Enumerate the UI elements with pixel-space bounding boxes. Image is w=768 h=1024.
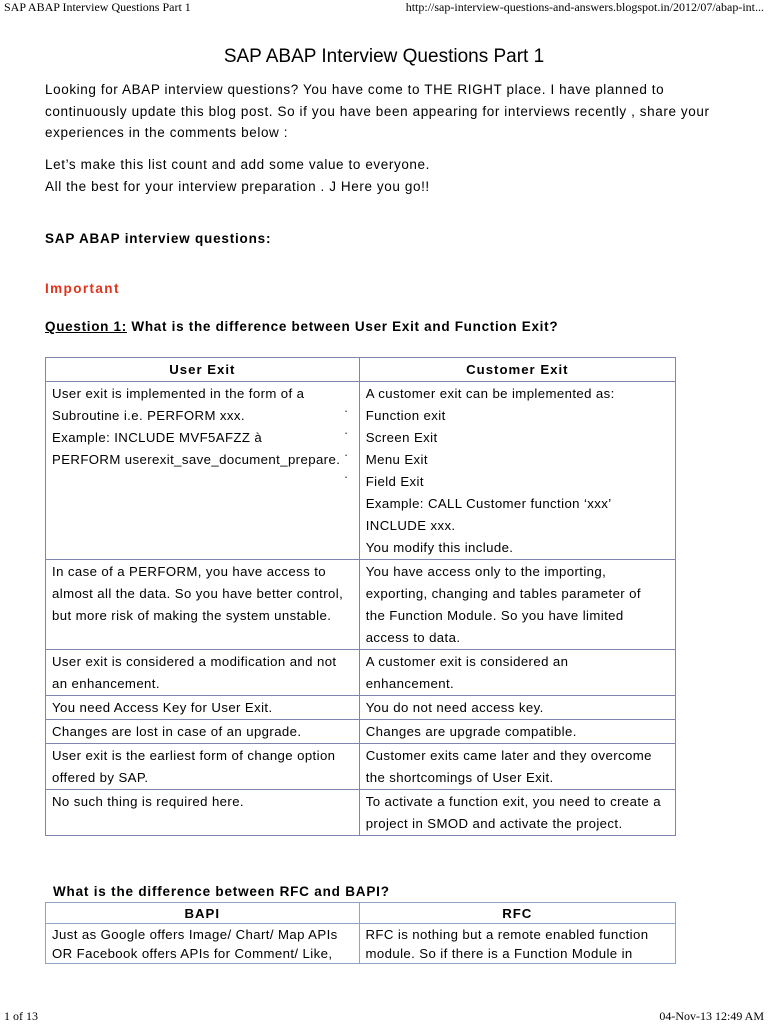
page-header [4, 0, 764, 15]
cell-line: offered by SAP. [52, 770, 149, 785]
intro-paragraph-1 [45, 79, 725, 144]
question-1 [45, 319, 558, 334]
cell-line: User exit is considered a modification and not [52, 654, 337, 669]
cell-line: User exit is implemented in the form of a [52, 386, 305, 401]
cell-line: Example: INCLUDE MVF5AFZZ à [52, 430, 263, 445]
table-cell [359, 790, 675, 836]
bullet-dot: · [343, 425, 349, 440]
cell-line: Subroutine i.e. PERFORM xxx. [52, 408, 245, 423]
table-row [46, 720, 676, 744]
page-number: 1 of 13 [4, 1009, 38, 1023]
table-cell [359, 924, 676, 964]
cell-line: enhancement. [365, 676, 455, 691]
cell-line: OR Facebook offers APIs for Comment/ Like, [52, 946, 333, 961]
header-url[interactable]: http://sap-interview-questions-and-answers.blogspot.in/2012/07/abap-int... [405, 0, 764, 14]
cell-line: User exit is the earliest form of change option [52, 748, 336, 763]
table-cell [46, 650, 360, 696]
table-cell: No such thing is required here. [46, 790, 360, 836]
cell-line: Customer exits came later and they overcome [365, 748, 652, 763]
table-cell [359, 560, 675, 650]
intro-line: continuously update this blog post. So if you have been appearing for interviews recently , share your [45, 103, 710, 119]
table-cell [46, 744, 360, 790]
table-row [46, 924, 676, 964]
table-cell [359, 382, 675, 560]
column-header-user-exit: User Exit [46, 358, 360, 382]
cell-line: Function exit [365, 408, 446, 423]
cell-line: You have access only to the importing, [365, 564, 607, 579]
cell-line: To activate a function exit, you need to create a [365, 794, 661, 809]
important-label: Important [45, 281, 120, 296]
table-row [46, 560, 676, 650]
column-header-customer-exit: Customer Exit [359, 358, 675, 382]
cell-line: but more risk of making the system unstable. [52, 608, 332, 623]
column-header-rfc: RFC [359, 903, 676, 924]
table-cell [46, 924, 360, 964]
table-header-row [46, 358, 676, 382]
bullet-dots [344, 400, 349, 488]
intro-line: Let’s make this list count and add some value to everyone. [45, 157, 431, 172]
cell-line: Field Exit [365, 474, 424, 489]
cell-line: project in SMOD and activate the project. [365, 816, 623, 831]
cell-line: You modify this include. [365, 540, 514, 555]
intro-paragraph-2 [45, 154, 725, 197]
cell-line: In case of a PERFORM, you have access to [52, 564, 326, 579]
table-row [46, 382, 676, 560]
intro-line: Looking for ABAP interview questions? You have come to THE RIGHT place. I have planned to [45, 82, 665, 97]
cell-line: Just as Google offers Image/ Chart/ Map APIs [52, 927, 338, 942]
cell-line: PERFORM userexit_save_document_prepare. [52, 452, 341, 467]
table-cell [46, 382, 360, 560]
table-cell: Changes are upgrade compatible. [359, 720, 675, 744]
table-row [46, 696, 676, 720]
bullet-dot: · [343, 469, 349, 484]
cell-line: an enhancement. [52, 676, 160, 691]
question-1-label: Question 1: [45, 319, 127, 334]
cell-line: A customer exit is considered an [365, 654, 569, 669]
question-2: What is the difference between RFC and BAPI? [53, 884, 390, 899]
table-cell: You do not need access key. [359, 696, 675, 720]
question-1-text: What is the difference between User Exit and Function Exit? [126, 319, 559, 334]
cell-line: Example: CALL Customer function ‘xxx’ [365, 496, 612, 511]
table-row [46, 650, 676, 696]
page-footer [4, 1009, 764, 1024]
column-header-bapi: BAPI [46, 903, 360, 924]
section-heading: SAP ABAP interview questions: [45, 231, 272, 246]
table-header-row [46, 903, 676, 924]
table-cell [359, 744, 675, 790]
cell-line: A customer exit can be implemented as: [365, 386, 615, 401]
table-row [46, 790, 676, 836]
page-title: SAP ABAP Interview Questions Part 1 [223, 46, 545, 67]
cell-line: RFC is nothing but a remote enabled function [365, 927, 649, 942]
intro-line: experiences in the comments below : [45, 125, 289, 140]
table-cell: You need Access Key for User Exit. [46, 696, 360, 720]
table-cell [359, 650, 675, 696]
cell-line: almost all the data. So you have better control, [52, 586, 344, 601]
print-timestamp: 04-Nov-13 12:49 AM [659, 1009, 764, 1023]
cell-line: Menu Exit [365, 452, 428, 467]
cell-line: exporting, changing and tables parameter of [365, 586, 641, 601]
cell-line: module. So if there is a Function Module in [365, 946, 633, 961]
cell-line: Screen Exit [365, 430, 438, 445]
header-title: SAP ABAP Interview Questions Part 1 [4, 0, 191, 14]
user-exit-vs-customer-exit-table [45, 357, 676, 836]
cell-line: access to data. [365, 630, 461, 645]
bullet-dot: · [343, 447, 349, 462]
intro-line: All the best for your interview preparation . J Here you go!! [45, 178, 430, 194]
table-cell: Changes are lost in case of an upgrade. [46, 720, 360, 744]
bullet-dot: · [343, 403, 349, 418]
cell-line: the Function Module. So you have limited [365, 608, 624, 623]
table-row [46, 744, 676, 790]
cell-line: INCLUDE xxx. [365, 518, 456, 533]
bapi-vs-rfc-table [45, 902, 676, 964]
cell-line: the shortcomings of User Exit. [365, 770, 554, 785]
table-cell [46, 560, 360, 650]
